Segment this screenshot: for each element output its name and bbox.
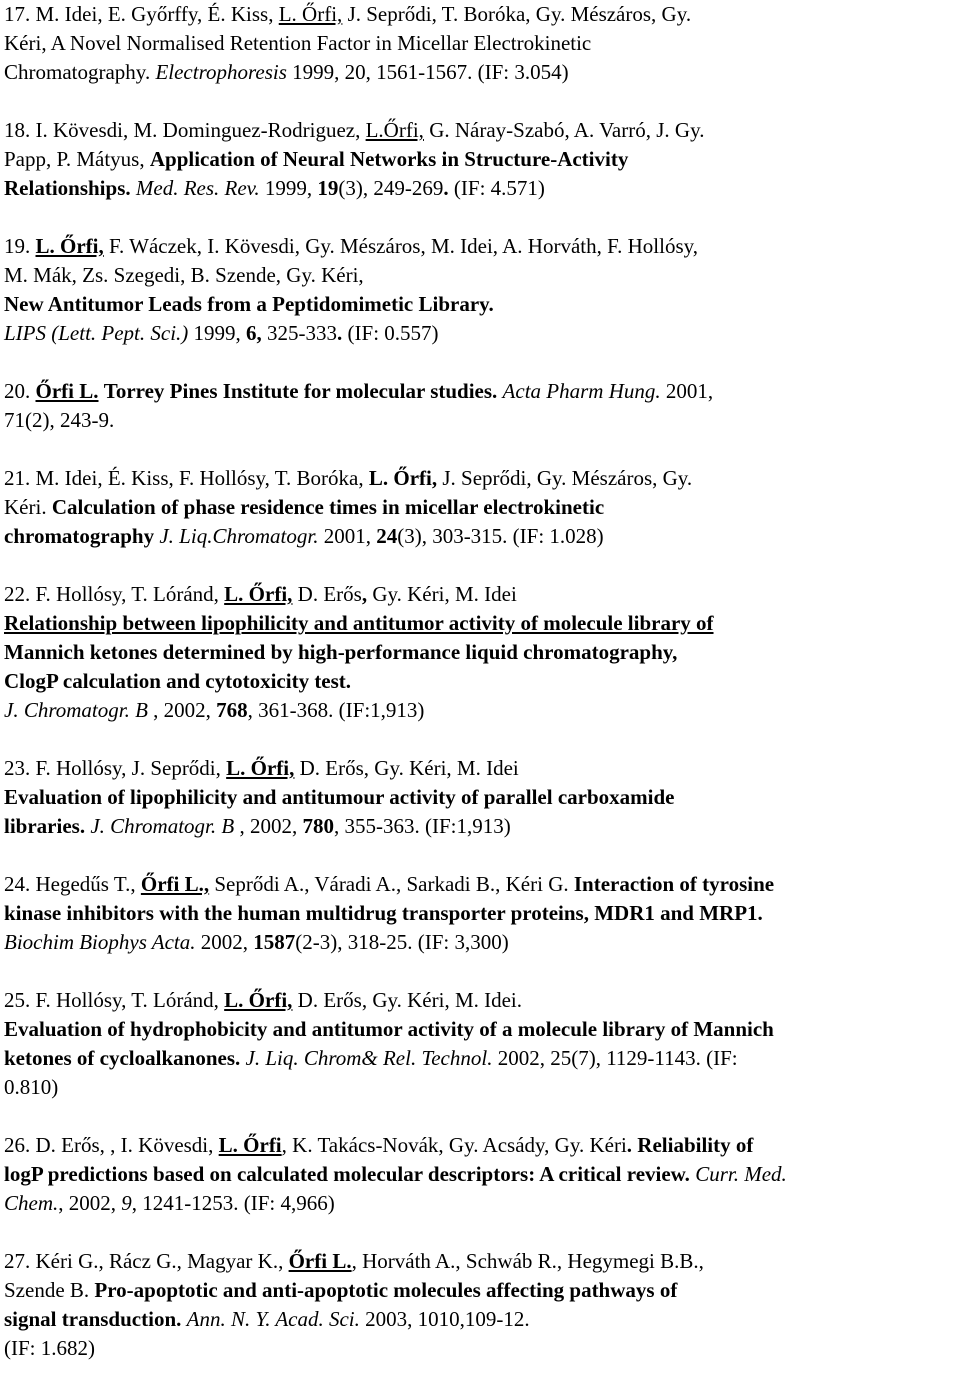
text-run: , 2002, bbox=[58, 1191, 122, 1215]
text-run: Kéri. bbox=[4, 495, 52, 519]
text-run: 17. M. Idei, E. Győrffy, É. Kiss, bbox=[4, 2, 279, 26]
publication-entry bbox=[4, 754, 960, 841]
text-run: Curr. Med. bbox=[695, 1162, 787, 1186]
text-run: M. Mák, Zs. Szegedi, B. Szende, Gy. Kéri, bbox=[4, 263, 364, 287]
entry-line bbox=[4, 638, 960, 667]
text-run: G. Náray-Szabó, A. Varró, J. Gy. bbox=[423, 118, 705, 142]
entry-line bbox=[4, 1305, 960, 1334]
entry-line bbox=[4, 493, 960, 522]
entry-line bbox=[4, 174, 960, 203]
text-run: Electrophoresis bbox=[155, 60, 287, 84]
text-run: F. Wáczek, I. Kövesdi, Gy. Mészáros, M. Idei, A. Horváth, F. Hollósy, bbox=[103, 234, 699, 258]
text-run: kinase inhibitors with the human multidrug transporter proteins, MDR1 and MRP1. bbox=[4, 901, 763, 925]
entry-line bbox=[4, 1276, 960, 1305]
text-run: Calculation of phase residence times in micellar electrokinetic bbox=[51, 495, 605, 519]
text-run: . bbox=[443, 176, 449, 200]
text-run: 325-333 bbox=[261, 321, 338, 345]
text-run: (3), 249-269 bbox=[338, 176, 444, 200]
text-run: Torrey Pines Institute for molecular studies. bbox=[103, 379, 498, 403]
text-run: D. Erős, Gy. Kéri, M. Idei bbox=[294, 756, 519, 780]
text-run: . bbox=[337, 321, 343, 345]
entry-line bbox=[4, 986, 960, 1015]
text-run: 1587 bbox=[253, 930, 296, 954]
text-run: L. Őrfi, bbox=[224, 582, 293, 606]
entry-line bbox=[4, 580, 960, 609]
text-run: Chromatography. bbox=[4, 60, 156, 84]
publication-entry bbox=[4, 1247, 960, 1363]
text-run: (2-3), 318-25. (IF: 3,300) bbox=[295, 930, 509, 954]
text-run: (IF: 1.682) bbox=[4, 1336, 95, 1360]
entry-line bbox=[4, 29, 960, 58]
text-run: Ann. N. Y. Acad. Sci. bbox=[186, 1307, 360, 1331]
publication-entry bbox=[4, 870, 960, 957]
entry-line bbox=[4, 1160, 960, 1189]
text-run: signal transduction. bbox=[4, 1307, 182, 1331]
publication-entry bbox=[4, 580, 960, 725]
text-run: , K. Takács-Novák, Gy. Acsády, Gy. Kéri bbox=[281, 1133, 627, 1157]
text-run: . Reliability of bbox=[626, 1133, 754, 1157]
text-run: Chem. bbox=[4, 1191, 59, 1215]
text-run: 18. I. Kövesdi, M. Dominguez-Rodriguez, bbox=[4, 118, 366, 142]
publication-entry bbox=[4, 464, 960, 551]
text-run: 23. F. Hollósy, J. Seprődi, bbox=[4, 756, 227, 780]
entry-line bbox=[4, 696, 960, 725]
text-run: (IF: 0.557) bbox=[342, 321, 439, 345]
text-run: Papp, P. Mátyus, bbox=[4, 147, 150, 171]
entry-line bbox=[4, 609, 960, 638]
text-run: Őrfi L. bbox=[35, 379, 99, 403]
entry-line bbox=[4, 812, 960, 841]
publication-entry bbox=[4, 986, 960, 1102]
text-run: J. Liq.Chromatogr. bbox=[159, 524, 319, 548]
entry-line bbox=[4, 1015, 960, 1044]
text-run: 20. bbox=[4, 379, 36, 403]
text-run: Evaluation of lipophilicity and antitumour activity of parallel carboxamide bbox=[4, 785, 675, 809]
text-run: 9 bbox=[121, 1191, 132, 1215]
text-run: 768 bbox=[216, 698, 248, 722]
text-run: 26. D. Erős, , I. Kövesdi, bbox=[4, 1133, 219, 1157]
text-run: 6, bbox=[246, 321, 262, 345]
text-run: Seprődi A., Váradi A., Sarkadi B., Kéri G. bbox=[209, 872, 574, 896]
text-run: , 1241-1253. (IF: 4,966) bbox=[131, 1191, 335, 1215]
text-run: Relationship between lipophilicity and antitumor activity of molecule library of bbox=[4, 611, 714, 635]
entry-line bbox=[4, 522, 960, 551]
text-run: Őrfi L., bbox=[140, 872, 210, 896]
text-run: J. Chromatogr. B bbox=[4, 698, 148, 722]
entry-line bbox=[4, 1334, 960, 1363]
text-run: , Horváth A., Schwáb R., Hegymegi B.B., bbox=[351, 1249, 704, 1273]
publication-list bbox=[4, 0, 960, 1363]
text-run: 1999, bbox=[259, 176, 318, 200]
text-run: L.Őrfi, bbox=[365, 118, 424, 142]
text-run: ketones of cycloalkanones. bbox=[4, 1046, 241, 1070]
text-run: L. Őrfi, bbox=[224, 988, 293, 1012]
text-run: Pro-apoptotic and anti-apoptotic molecules affecting pathways of bbox=[94, 1278, 678, 1302]
text-run: logP predictions based on calculated molecular descriptors: A critical review. bbox=[4, 1162, 690, 1186]
entry-line bbox=[4, 232, 960, 261]
text-run: Interaction of tyrosine bbox=[573, 872, 775, 896]
text-run: 22. F. Hollósy, T. Lóránd, bbox=[4, 582, 225, 606]
entry-line bbox=[4, 464, 960, 493]
entry-line bbox=[4, 377, 960, 406]
text-run: 19. bbox=[4, 234, 36, 258]
text-run: Szende B. bbox=[4, 1278, 95, 1302]
text-run: L. Őrfi bbox=[218, 1133, 282, 1157]
text-run: 780 bbox=[302, 814, 334, 838]
text-run: 2001, bbox=[318, 524, 377, 548]
text-run: , 361-368. (IF:1,913) bbox=[247, 698, 425, 722]
text-run: 2002, 25(7), 1129-1143. (IF: bbox=[492, 1046, 738, 1070]
text-run: Gy. Kéri, M. Idei bbox=[367, 582, 517, 606]
entry-line bbox=[4, 0, 960, 29]
text-run: Relationships. bbox=[4, 176, 131, 200]
text-run: , 355-363. (IF:1,913) bbox=[333, 814, 511, 838]
publication-entry bbox=[4, 1131, 960, 1218]
text-run: J. Seprődi, Gy. Mészáros, Gy. bbox=[437, 466, 693, 490]
entry-line bbox=[4, 1044, 960, 1073]
text-run: , 2002, bbox=[234, 814, 303, 838]
entry-line bbox=[4, 870, 960, 899]
text-run: (3), 303-315. (IF: 1.028) bbox=[397, 524, 604, 548]
text-run: 71(2), 243-9. bbox=[4, 408, 115, 432]
entry-line bbox=[4, 783, 960, 812]
text-run: D. Erős, Gy. Kéri, M. Idei. bbox=[292, 988, 523, 1012]
text-run: Application of Neural Networks in Structure-Activity bbox=[149, 147, 629, 171]
text-run: libraries. bbox=[4, 814, 86, 838]
text-run: Mannich ketones determined by high-performance liquid chromatography, bbox=[4, 640, 678, 664]
entry-line bbox=[4, 290, 960, 319]
text-run: Acta Pharm Hung. bbox=[502, 379, 661, 403]
entry-line bbox=[4, 754, 960, 783]
text-run: Evaluation of hydrophobicity and antitumor activity of a molecule library of Mannich bbox=[4, 1017, 774, 1041]
text-run: 25. F. Hollósy, T. Lóránd, bbox=[4, 988, 225, 1012]
entry-line bbox=[4, 1131, 960, 1160]
entry-line bbox=[4, 928, 960, 957]
text-run: J. Liq. Chrom& Rel. Technol. bbox=[245, 1046, 493, 1070]
text-run: 2001, bbox=[660, 379, 714, 403]
entry-line bbox=[4, 1189, 960, 1218]
text-run: 27. Kéri G., Rácz G., Magyar K., bbox=[4, 1249, 289, 1273]
entry-line bbox=[4, 58, 960, 87]
text-run: 2002, bbox=[195, 930, 254, 954]
text-run: LIPS (Lett. Pept. Sci.) bbox=[4, 321, 189, 345]
publication-entry bbox=[4, 116, 960, 203]
entry-line bbox=[4, 1247, 960, 1276]
text-run: , bbox=[361, 582, 368, 606]
entry-line bbox=[4, 319, 960, 348]
text-run: J. Chromatogr. B bbox=[90, 814, 235, 838]
text-run: Biochim Biophys Acta. bbox=[4, 930, 196, 954]
text-run: 1999, bbox=[188, 321, 247, 345]
text-run: 21. M. Idei, É. Kiss, F. Hollósy, T. Boróka, bbox=[4, 466, 369, 490]
text-run: Med. Res. Rev. bbox=[135, 176, 260, 200]
entry-line bbox=[4, 406, 960, 435]
text-run: 19 bbox=[317, 176, 339, 200]
text-run: 1999, 20, 1561-1567. (IF: 3.054) bbox=[286, 60, 569, 84]
entry-line bbox=[4, 1073, 960, 1102]
text-run: J. Seprődi, T. Boróka, Gy. Mészáros, Gy. bbox=[342, 2, 692, 26]
text-run: L. Őrfi, bbox=[368, 466, 438, 490]
text-run: L. Őrfi, bbox=[35, 234, 104, 258]
text-run: , 2002, bbox=[147, 698, 217, 722]
text-run: chromatography bbox=[4, 524, 155, 548]
publication-entry bbox=[4, 377, 960, 435]
text-run: L. Őrfi, bbox=[278, 2, 343, 26]
text-run: ClogP calculation and cytotoxicity test. bbox=[4, 669, 352, 693]
text-run: 24 bbox=[376, 524, 398, 548]
text-run: 2003, 1010,109-12. bbox=[359, 1307, 530, 1331]
text-run: New Antitumor Leads from a Peptidomimetic Library. bbox=[4, 292, 494, 316]
publication-entry bbox=[4, 0, 960, 87]
entry-line bbox=[4, 899, 960, 928]
entry-line bbox=[4, 667, 960, 696]
entry-line bbox=[4, 116, 960, 145]
text-run: 0.810) bbox=[4, 1075, 59, 1099]
text-run: 24. Hegedűs T., bbox=[4, 872, 141, 896]
text-run: D. Erős bbox=[292, 582, 362, 606]
publication-entry bbox=[4, 232, 960, 348]
text-run: (IF: 4.571) bbox=[448, 176, 545, 200]
text-run: Őrfi L. bbox=[288, 1249, 352, 1273]
text-run: L. Őrfi, bbox=[226, 756, 295, 780]
text-run: Kéri, A Novel Normalised Retention Factor in Micellar Electrokinetic bbox=[4, 31, 592, 55]
entry-line bbox=[4, 145, 960, 174]
entry-line bbox=[4, 261, 960, 290]
